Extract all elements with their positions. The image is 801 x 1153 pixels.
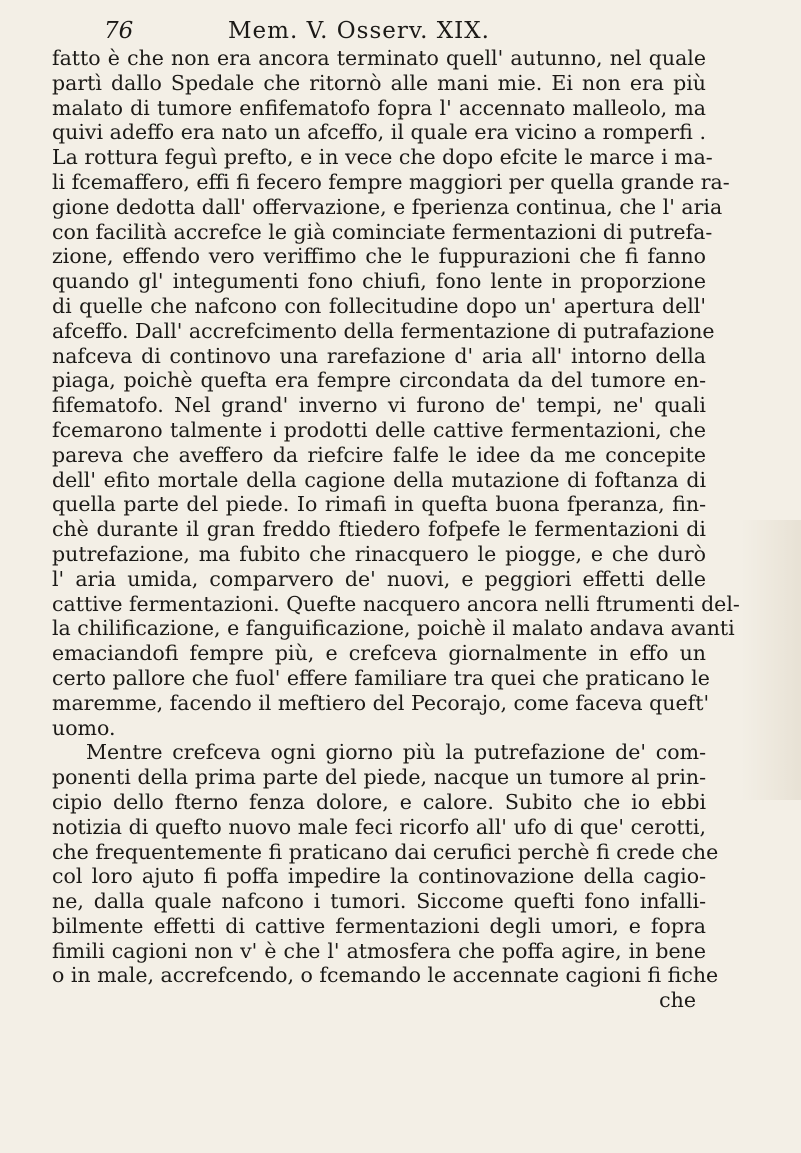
text-line: fatto è che non era ancora terminato quell' autunno, nel quale [52,46,706,70]
text-line: nafceva di continovo una rarefazione d' aria all' intorno della [52,343,706,368]
paragraph-start-line: Mentre crefceva ogni giorno più la putrefazione de' com- [86,740,706,765]
text-line: la chilificazione, e fanguificazione, poichè il malato andava avanti [52,616,735,641]
text-line: fimili cagioni non v' è che l' atmosfera che poffa agire, in bene [52,938,706,963]
paper-stain [741,520,801,800]
text-line: afceffo. Dall' accrefcimento della fermentazione di putrafazione [52,318,715,343]
text-line: emaciandofi fempre più, e crefceva giornalmente in effo un [52,641,706,666]
catchword: che [659,988,696,1013]
text-line: cattive fermentazioni. Quefte nacquero ancora nelli ftrumenti del- [52,591,740,616]
text-line: quivi adeffo era nato un afceffo, il quale era vicino a romperfi . [52,120,706,145]
text-line: notizia di quefto nuovo male feci ricorfo all' ufo di que' cerotti, [52,814,706,839]
text-line: partì dallo Spedale che ritornò alle mani mie. Ei non era più [52,70,706,95]
running-title: Mem. V. Osserv. XIX. [228,18,490,44]
text-line: malato di tumore enfifematofo fopra l' accennato malleolo, ma [52,95,706,120]
page-number: 76 [104,18,134,44]
text-line: uomo. [52,715,116,740]
text-line: putrefazione, ma fubito che rinacquero le piogge, e che durò [52,541,706,566]
text-line: bilmente effetti di cattive fermentazioni degli umori, e fopra [52,913,706,938]
text-line: piaga, poichè quefta era fempre circondata da del tumore en- [52,368,706,393]
text-line: con facilità accrefce le già cominciate fermentazioni di putrefa- [52,219,713,244]
text-line: zione, effendo vero veriffimo che le fuppurazioni che fi fanno [52,244,706,269]
text-line: gione dedotta dall' offervazione, e fperienza continua, che l' aria [52,194,723,219]
text-line: La rottura feguì prefto, e in vece che dopo efcite le marce i ma- [52,145,713,170]
text-line: col loro ajuto fi poffa impedire la continovazione della cagio- [52,864,706,889]
text-line: li fcemaffero, effi fi fecero fempre maggiori per quella grande ra- [52,169,730,194]
text-line: certo pallore che fuol' effere familiare tra quei che praticano le [52,665,710,690]
text-line: chè durante il gran freddo ftiedero fofpefe le fermentazioni di [52,517,706,542]
text-line: dell' efito mortale della cagione della mutazione di foftanza di [52,467,706,492]
text-line: fcemarono talmente i prodotti delle cattive fermentazioni, che [52,417,706,442]
text-line: fifematofo. Nel grand' inverno vi furono de' tempi, ne' quali [52,393,706,418]
text-line: che frequentemente fi praticano dai cerufici perchè fi crede che [52,839,719,864]
text-line: quando gl' integumenti fono chiufi, fono lente in proporzione [52,269,706,294]
text-line: ne, dalla quale nafcono i tumori. Siccome quefti fono infalli- [52,889,706,914]
text-line: cipio dello fterno fenza dolore, e calore. Subito che io ebbi [52,789,706,814]
text-line: maremme, facendo il meftiero del Pecorajo, come faceva queft' [52,690,710,715]
text-line: quella parte del piede. Io rimafi in quefta buona fperanza, fin- [52,492,706,517]
body-text [52,46,740,1013]
page-header [104,17,664,45]
text-line: pareva che aveffero da riefcire falfe le idee da me concepite [52,442,706,467]
text-line: l' aria umida, comparvero de' nuovi, e peggiori effetti delle [52,566,706,591]
text-line: o in male, accrefcendo, o fcemando le accennate cagioni fi fiche [52,963,719,988]
text-line: di quelle che nafcono con follecitudine dopo un' apertura dell' [52,293,706,318]
text-line: ponenti della prima parte del piede, nacque un tumore al prin- [52,765,706,790]
